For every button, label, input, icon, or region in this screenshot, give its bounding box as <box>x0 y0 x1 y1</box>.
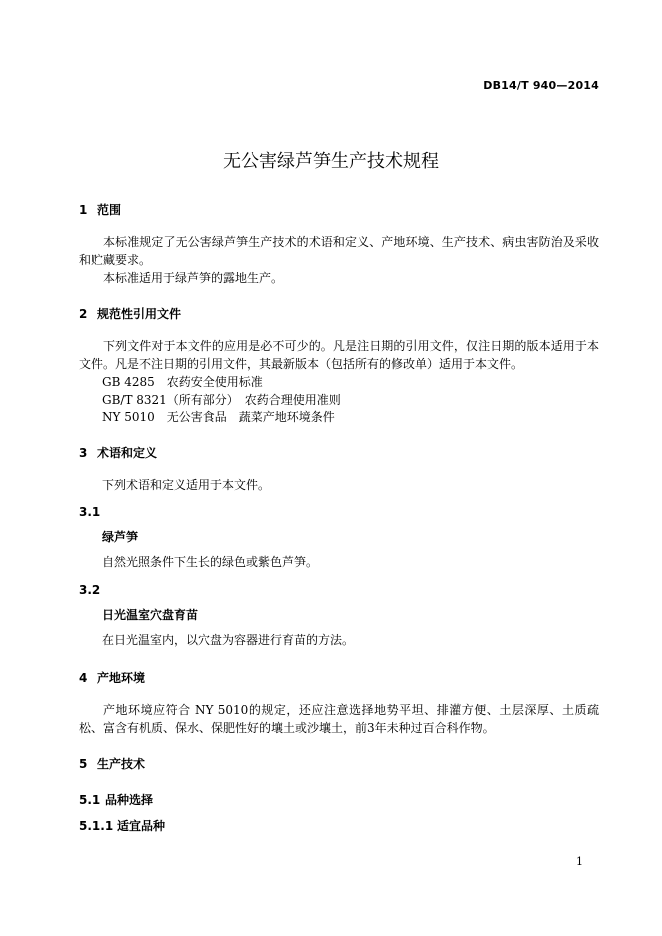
section-4-paragraph-1: 产地环境应符合 NY 5010的规定，还应注意选择地势平坦、排灌方便、土层深厚、土质疏松、富含有机质、保水、保肥性好的壤土或沙壤土，前3年未种过百合科作物。 <box>79 703 599 735</box>
section-3-paragraph-1: 下列术语和定义适用于本文件。 <box>102 478 271 492</box>
subsection-title: 适宜品种 <box>117 819 166 833</box>
section-number: 1 <box>79 203 88 217</box>
section-number: 5 <box>79 757 88 771</box>
subsection-title: 品种选择 <box>105 793 154 807</box>
subsection-5-1-1-heading <box>79 817 165 834</box>
section-title: 产地环境 <box>97 671 146 685</box>
subsection-number: 5.1.1 <box>79 819 114 833</box>
section-5-heading <box>79 755 145 772</box>
subsection-number: 5.1 <box>79 793 101 807</box>
term-number: 3.2 <box>79 583 101 597</box>
term-definition: 自然光照条件下生长的绿色或紫色芦笋。 <box>102 555 319 569</box>
reference-item: NY 5010 无公害食品 蔬菜产地环境条件 <box>102 410 335 424</box>
section-number: 4 <box>79 671 88 685</box>
section-1-heading <box>79 201 121 218</box>
document-number: DB14/T 940—2014 <box>483 79 599 92</box>
section-1-paragraph-2: 本标准适用于绿芦笋的露地生产。 <box>103 271 284 285</box>
subsection-5-1-heading <box>79 791 153 808</box>
term-name: 绿芦笋 <box>102 530 139 544</box>
term-number: 3.1 <box>79 505 101 519</box>
section-1-paragraph-1: 本标准规定了无公害绿芦笋生产技术的术语和定义、产地环境、生产技术、病虫害防治及采收和贮藏要求。 <box>79 235 599 267</box>
reference-item: GB 4285 农药安全使用标准 <box>102 375 263 389</box>
section-2-heading <box>79 305 181 322</box>
term-name: 日光温室穴盘育苗 <box>102 608 199 622</box>
section-number: 2 <box>79 307 88 321</box>
section-title: 范围 <box>97 203 122 217</box>
section-3-heading <box>79 444 157 461</box>
section-number: 3 <box>79 446 88 460</box>
section-title: 术语和定义 <box>97 446 158 460</box>
section-title: 规范性引用文件 <box>97 307 182 321</box>
reference-item: GB/T 8321（所有部分） 农药合理使用准则 <box>102 393 341 407</box>
page-number: 1 <box>576 855 583 868</box>
section-title: 生产技术 <box>97 757 146 771</box>
term-definition: 在日光温室内，以穴盘为容器进行育苗的方法。 <box>102 633 355 647</box>
document-title: 无公害绿芦笋生产技术规程 <box>223 151 439 172</box>
section-4-heading <box>79 669 145 686</box>
section-2-paragraph-1: 下列文件对于本文件的应用是必不可少的。凡是注日期的引用文件，仅注日期的版本适用于本文件。凡是不注日期的引用文件，其最新版本（包括所有的修改单）适用于本文件。 <box>79 339 599 371</box>
